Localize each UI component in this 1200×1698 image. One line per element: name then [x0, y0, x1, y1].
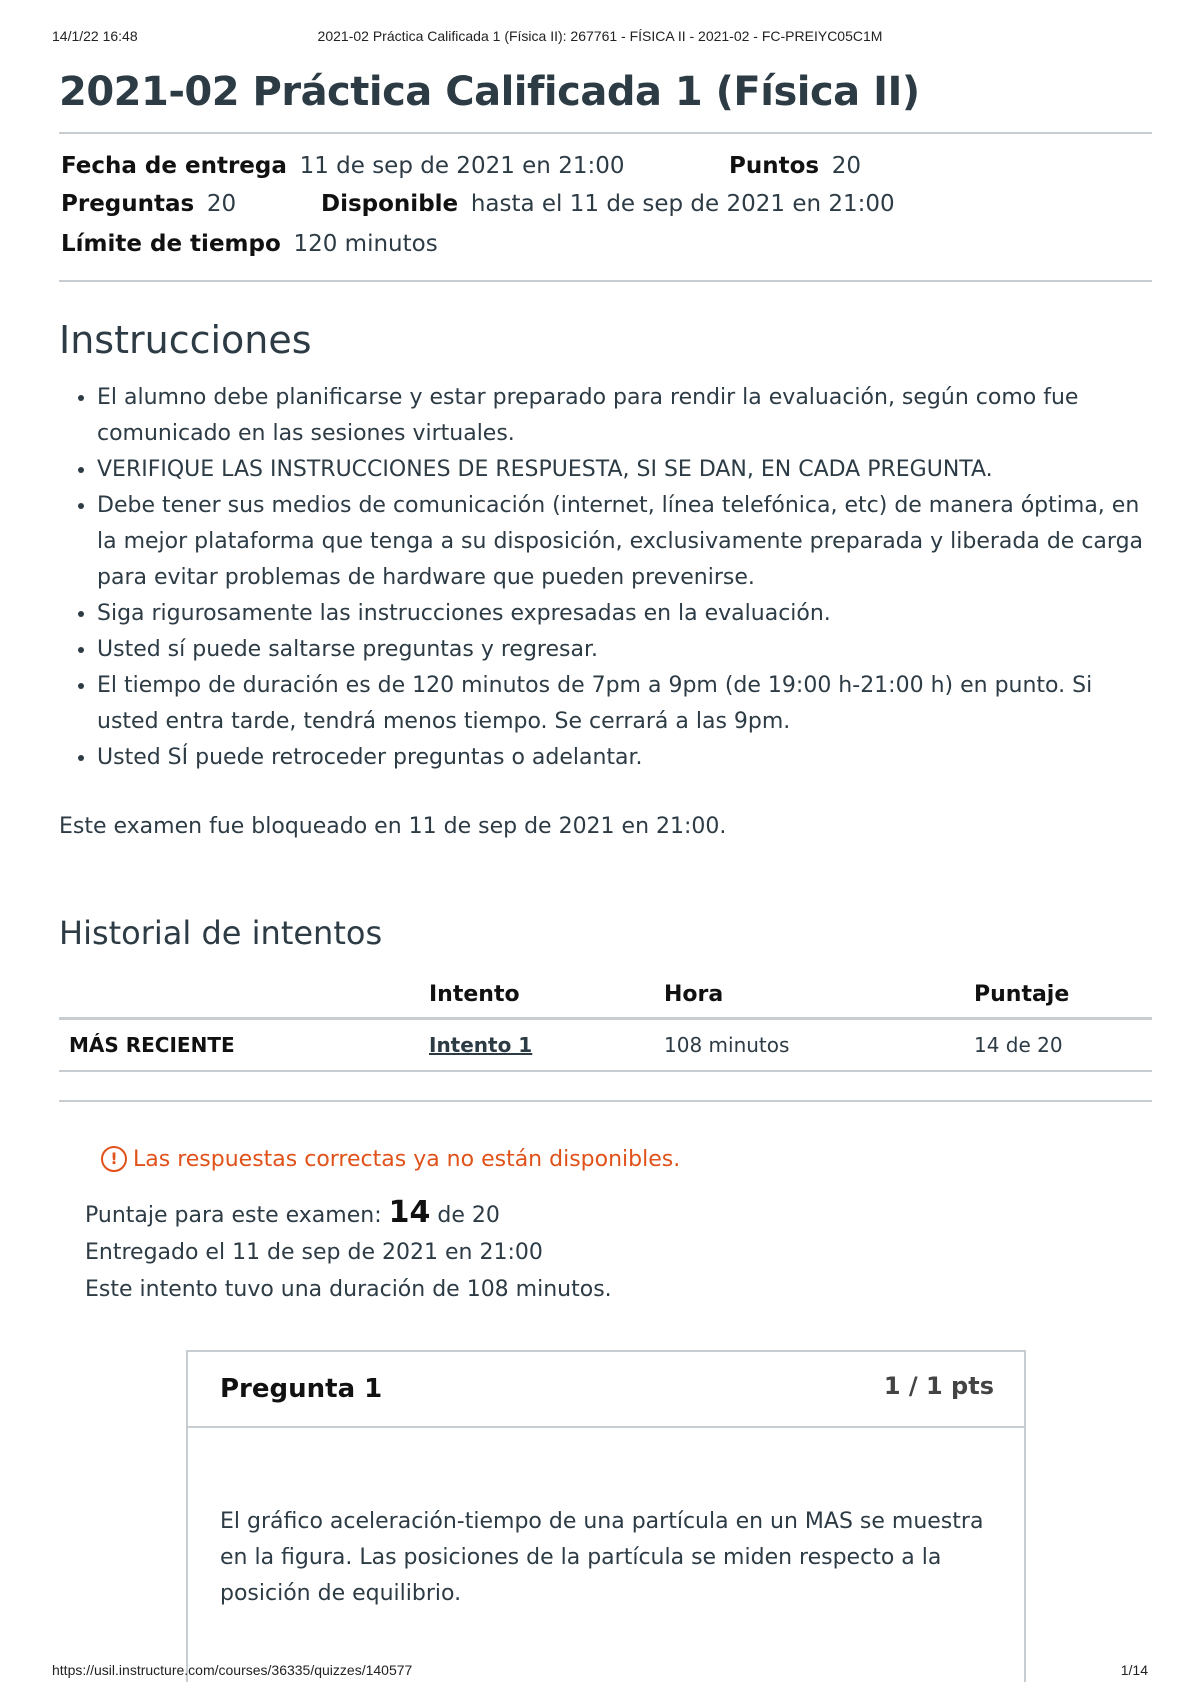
available-detail — [321, 190, 895, 218]
instruction-item: • El alumno debe planificarse y estar preparado para rendir la evaluación, según como fue comunicado en las sesiones virtuales. — [97, 380, 1152, 452]
column-header: Intento — [419, 971, 654, 1019]
score-line — [85, 1194, 1152, 1234]
points-detail — [729, 152, 861, 180]
questions-detail — [61, 190, 236, 218]
attempts-table — [59, 971, 1152, 1072]
column-header — [59, 971, 419, 1019]
quiz-title: 2021-02 Práctica Calificada 1 (Física II) — [59, 69, 920, 115]
score-prefix: Puntaje para este examen: — [85, 1203, 382, 1228]
history-heading: Historial de intentos — [59, 914, 383, 952]
due-date-detail — [61, 152, 624, 180]
time-limit-detail — [61, 230, 438, 258]
instruction-item: • Debe tener sus medios de comunicación (internet, línea telefónica, etc) de manera óptima, en la mejor plataforma que tenga a su disposición, exclusivamente preparada y liberada de carga para evitar problemas de hardware que pueden prevenirse. — [97, 488, 1152, 596]
column-header: Puntaje — [964, 971, 1152, 1019]
warning-icon: ! — [101, 1146, 127, 1172]
attempt-time: 108 minutos — [654, 1019, 964, 1072]
time-limit-label: Límite de tiempo — [61, 231, 281, 257]
attempt-label: MÁS RECIENTE — [59, 1019, 419, 1072]
column-header: Hora — [654, 971, 964, 1019]
question-card — [186, 1350, 1026, 1682]
print-footer — [52, 1662, 1148, 1682]
question-header — [188, 1352, 1024, 1428]
unavailable-text: Las respuestas correctas ya no están disponibles. — [133, 1146, 681, 1172]
questions-label: Preguntas — [61, 191, 195, 217]
instruction-item: • El tiempo de duración es de 120 minutos de 7pm a 9pm (de 19:00 h-21:00 h) en punto. Si usted entra tarde, tendrá menos tiempo. Se cerrará a las 9pm. — [97, 668, 1152, 740]
page-number: 1/14 — [1120, 1662, 1148, 1678]
table-header-row — [59, 971, 1152, 1019]
duration-line: Este intento tuvo una duración de 108 minutos. — [85, 1277, 612, 1302]
attempt-cell — [419, 1019, 654, 1072]
score-suffix: de 20 — [437, 1203, 500, 1228]
due-date-label: Fecha de entrega — [61, 153, 287, 179]
print-header — [52, 28, 1148, 48]
instruction-item: • VERIFIQUE LAS INSTRUCCIONES DE RESPUESTA, SI SE DAN, EN CADA PREGUNTA. — [97, 452, 1152, 488]
table-row — [59, 1019, 1152, 1072]
time-limit-value: 120 minutos — [293, 231, 438, 257]
print-url: https://usil.instructure.com/courses/36335/quizzes/140577 — [52, 1662, 413, 1678]
print-page-title: 2021-02 Práctica Calificada 1 (Física II): 267761 - FÍSICA II - 2021-02 - FC-PREIYC05C1M — [317, 28, 883, 44]
due-date-value: 11 de sep de 2021 en 21:00 — [299, 153, 625, 179]
question-title: Pregunta 1 — [220, 1374, 383, 1404]
score-value: 14 — [388, 1195, 431, 1230]
instruction-item: • Siga rigurosamente las instrucciones expresadas en la evaluación. — [97, 596, 1152, 632]
instructions-list — [59, 380, 1152, 776]
print-timestamp: 14/1/22 16:48 — [52, 28, 138, 44]
question-text: El gráfico aceleración-tiempo de una partícula en un MAS se muestra en la figura. Las posiciones de la partícula se miden respecto a la posición de equilibrio. — [220, 1509, 984, 1606]
available-label: Disponible — [321, 191, 459, 217]
submitted-line: Entregado el 11 de sep de 2021 en 21:00 — [85, 1240, 543, 1265]
attempt-link[interactable]: Intento 1 — [429, 1033, 533, 1057]
instruction-item: • Usted SÍ puede retroceder preguntas o adelantar. — [97, 740, 1152, 776]
answers-unavailable-notice — [101, 1146, 1152, 1172]
result-summary — [85, 1194, 1152, 1308]
quiz-details — [59, 134, 1152, 280]
points-label: Puntos — [729, 153, 820, 179]
quiz-content — [59, 62, 1152, 1308]
instruction-item: • Usted sí puede saltarse preguntas y regresar. — [97, 632, 1152, 668]
divider — [59, 1100, 1152, 1102]
locked-note: Este examen fue bloqueado en 11 de sep de 2021 en 21:00. — [59, 814, 727, 839]
divider — [59, 280, 1152, 282]
attempt-score: 14 de 20 — [964, 1019, 1152, 1072]
instructions-heading: Instrucciones — [59, 318, 312, 362]
points-value: 20 — [831, 153, 862, 179]
available-value: hasta el 11 de sep de 2021 en 21:00 — [470, 191, 895, 217]
question-points: 1 / 1 pts — [883, 1372, 994, 1400]
questions-value: 20 — [206, 191, 237, 217]
